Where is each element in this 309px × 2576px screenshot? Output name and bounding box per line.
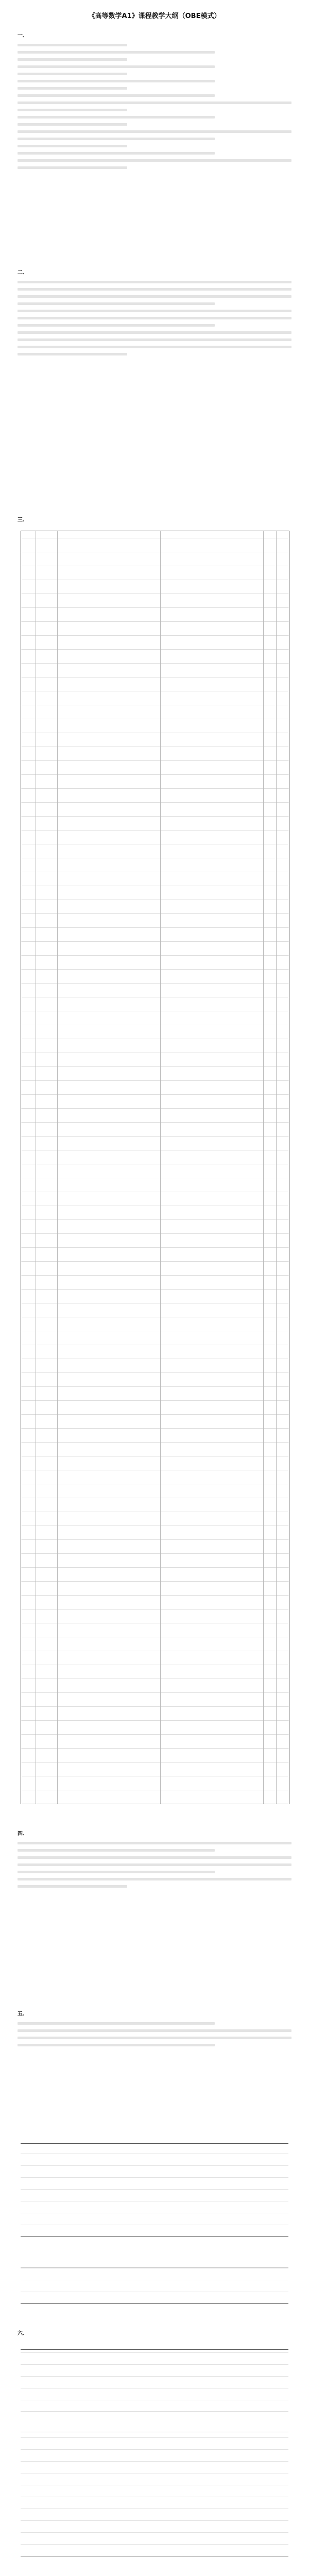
- section-number: 五、: [18, 2011, 28, 2017]
- evaluation-method-table: [21, 2432, 288, 2556]
- section-4: [18, 1829, 291, 1892]
- section-number: 六、: [18, 2331, 28, 2336]
- page-title: 《高等数学A1》课程教学大纲（OBE模式）: [88, 12, 221, 20]
- section-3: [18, 515, 291, 523]
- section-1: [18, 31, 291, 174]
- unreadable-text-block: [18, 2022, 291, 2046]
- section-number: 一、: [18, 33, 28, 39]
- content-table: [21, 531, 289, 1804]
- unreadable-text-block: [18, 44, 291, 169]
- unreadable-text-block: [18, 281, 291, 355]
- grading-formula: [21, 2267, 288, 2304]
- section-number: 二、: [18, 270, 28, 276]
- evaluation-table: [21, 2349, 288, 2412]
- unreadable-text-block: [18, 1842, 291, 1888]
- section-5: [18, 2009, 291, 2051]
- section-number: 四、: [18, 1831, 28, 1837]
- section-6: [18, 2329, 291, 2336]
- section-2: [18, 268, 291, 360]
- assessment-table: [21, 2143, 288, 2237]
- section-number: 三、: [18, 517, 28, 523]
